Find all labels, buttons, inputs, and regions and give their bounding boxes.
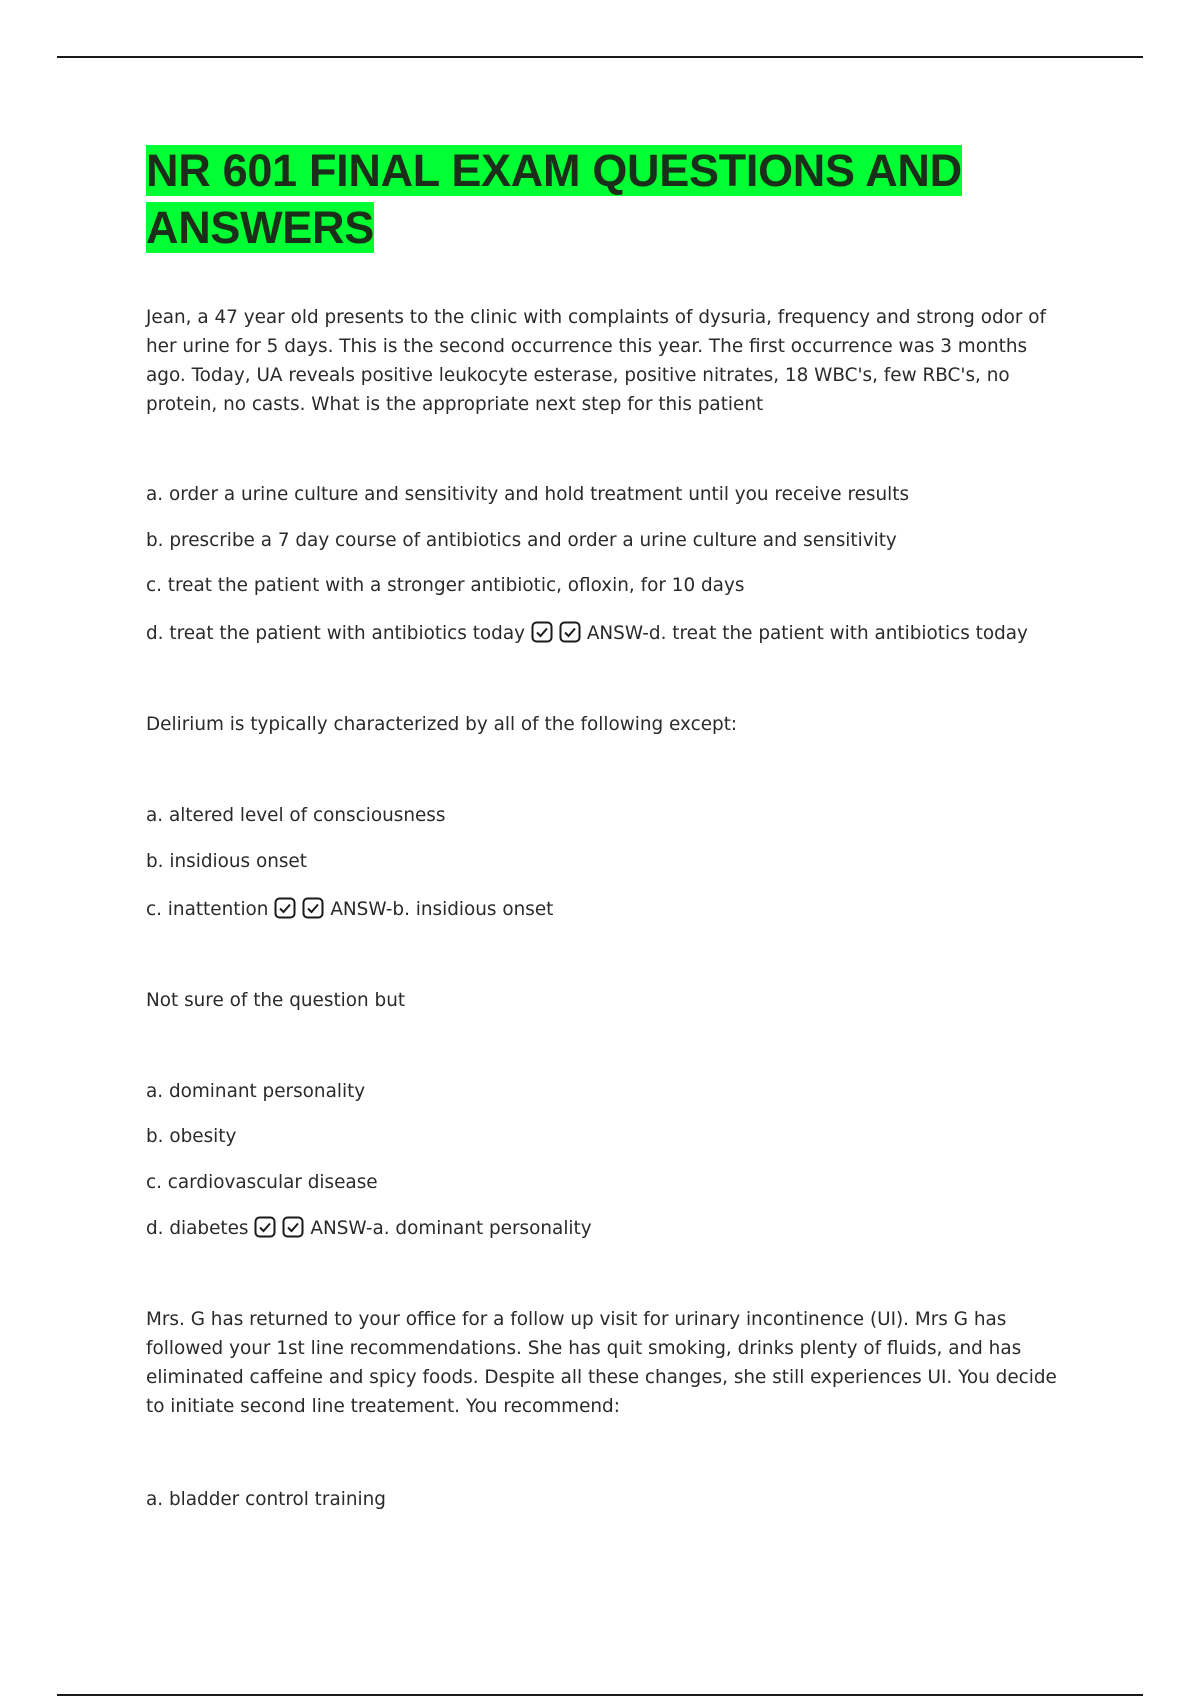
question-4-stem: Mrs. G has returned to your office for a follow up visit for urinary incontinence (UI). Mrs G has followed your 1st line recommendations. She has quit smoking, drinks plenty of fluids, and has eliminated caffeine and spicy foods. Despite all these changes, she still experiences UI. You decide to initiate second line treatement. You recommend: [146,1309,1057,1417]
top-rule [57,56,1143,58]
checkbox-checked-icon [274,897,296,919]
question-1-option-d: d. treat the patient with antibiotics today [146,623,525,644]
question-1-stem: Jean, a 47 year old presents to the clinic with complaints of dysuria, frequency and strong odor of her urine for 5 days. This is the second occurrence this year. The first occurrence was 3 months ago. Today, UA reveals positive leukocyte esterase, positive nitrates, 18 WBC's, few RBC's, no protein, no casts. What is the appropriate next step for this patient [146,307,1047,415]
document-title [146,142,1066,256]
title-highlight: NR 601 FINAL EXAM QUESTIONS AND ANSWERS [146,145,962,253]
question-3-option-c: c. cardiovascular disease [146,1172,378,1193]
question-3-option-d-line [146,1214,592,1243]
question-1-option-a: a. order a urine culture and sensitivity and hold treatment until you receive results [146,484,910,505]
question-3-answer: ANSW-a. dominant personality [310,1218,592,1239]
question-2-stem: Delirium is typically characterized by all of the following except: [146,714,738,735]
question-2-option-c-line [146,895,553,924]
question-2-option-b: b. insidious onset [146,851,307,872]
question-3-option-a: a. dominant personality [146,1081,366,1102]
checkbox-checked-icon [559,621,581,643]
question-2-option-c: c. inattention [146,899,269,920]
question-1-option-c: c. treat the patient with a stronger antibiotic, ofloxin, for 10 days [146,575,745,596]
question-2-answer: ANSW-b. insidious onset [330,899,554,920]
question-4-option-a: a. bladder control training [146,1489,386,1510]
checkbox-checked-icon [282,1216,304,1238]
checkbox-checked-icon [531,621,553,643]
bottom-rule [57,1694,1143,1696]
question-1-option-b: b. prescribe a 7 day course of antibiotics and order a urine culture and sensitivity [146,530,897,551]
question-3-option-b: b. obesity [146,1126,237,1147]
question-1-option-d-line [146,619,1028,648]
checkbox-checked-icon [302,897,324,919]
question-1-answer: ANSW-d. treat the patient with antibiotics today [586,623,1028,644]
checkbox-checked-icon [254,1216,276,1238]
question-3-stem: Not sure of the question but [146,990,406,1011]
question-3-option-d: d. diabetes [146,1218,249,1239]
question-2-option-a: a. altered level of consciousness [146,805,446,826]
